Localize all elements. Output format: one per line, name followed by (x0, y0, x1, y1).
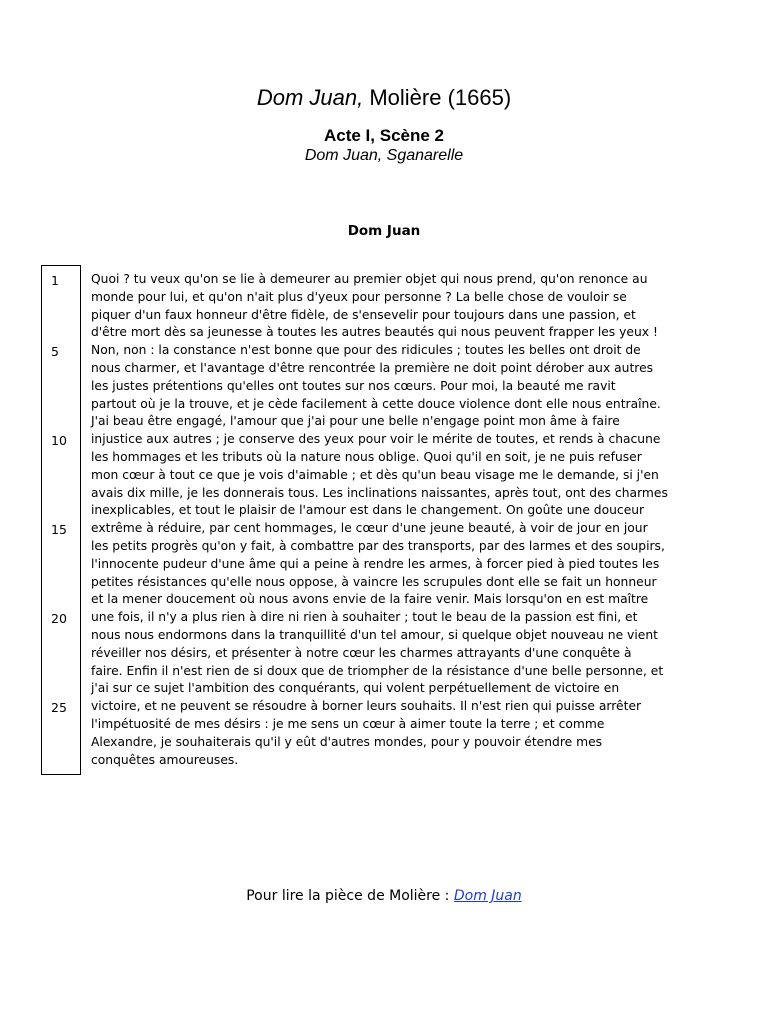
text-line: monde pour lui, et qu'on n'ait plus d'yeux pour personne ? La belle chose de vouloir se (91, 289, 627, 304)
line-number-25: 25 (51, 700, 67, 715)
dom-juan-link[interactable]: Dom Juan (453, 888, 522, 904)
document-title (0, 84, 768, 112)
text-line: petites résistances qu'elle nous oppose, à vaincre les scrupules dont elle se fait un honneur (91, 574, 657, 589)
line-number-column (41, 265, 81, 775)
text-line: les hommages et les tributs où la nature nous oblige. Quoi qu'il en soit, je ne puis refuser (91, 449, 642, 464)
text-line: piquer d'un faux honneur d'être fidèle, de s'ensevelir pour toujours dans une passion, et (91, 307, 636, 322)
text-line: une fois, il n'y a plus rien à dire ni rien à souhaiter ; tout le beau de la passion est fini, et (91, 610, 638, 625)
text-line: avais dix mille, je les donnerais tous. Les inclinations naissantes, après tout, ont des charmes (91, 485, 668, 500)
act-scene-heading: Acte I, Scène 2 (323, 126, 444, 145)
text-line: inexplicables, et tout le plaisir de l'amour est dans le changement. On goûte une douceur (91, 503, 645, 518)
footer-read-more (0, 886, 768, 906)
text-line: les petits progrès qu'on y fait, à combattre par des transports, par des larmes et des soupirs, (91, 538, 665, 553)
text-line: Non, non : la constance n'est bonne que pour des ridicules ; toutes les belles ont droit de (91, 343, 641, 358)
line-number-10: 10 (51, 433, 67, 448)
line-number-1: 1 (51, 273, 59, 288)
text-line: faire. Enfin il n'est rien de si doux que de triompher de la résistance d'une belle personne, et (91, 663, 664, 678)
text-line: nous nous endormons dans la tranquillité d'un tel amour, si quelque objet nouveau ne vient (91, 627, 658, 642)
text-line: les justes prétentions qu'elles ont toutes sur nos cœurs. Pour moi, la beauté me ravit (91, 378, 616, 393)
text-line: conquêtes amoureuses. (91, 752, 239, 767)
line-number-5: 5 (51, 344, 59, 359)
text-line: l'impétuosité de mes désirs : je me sens un cœur à aimer toute la terre ; et comme (91, 716, 605, 731)
text-line: d'être mort dès sa jeunesse à toutes les autres beautés qui nous peuvent frapper les yeux ! (91, 325, 658, 340)
line-number-15: 15 (51, 522, 67, 537)
text-line: j'ai sur ce sujet l'ambition des conquérants, qui volent perpétuellement de victoire en (91, 681, 620, 696)
line-number-20: 20 (51, 611, 67, 626)
text-line: Quoi ? tu veux qu'on se lie à demeurer au premier objet qui nous prend, qu'on renonce au (91, 272, 648, 286)
characters-subtitle: Dom Juan, Sganarelle (304, 147, 464, 164)
text-line: réveiller nos désirs, et présenter à notre cœur les charmes attrayants d'une conquête à (91, 645, 632, 660)
text-line: Alexandre, je souhaiterais qu'il y eût d'autres mondes, pour y pouvoir étendre mes (91, 734, 603, 749)
author-year: Molière (1665) (363, 85, 512, 110)
text-line: partout où je la trouve, et je cède facilement à cette douce violence dont elle nous entraîne. (91, 396, 661, 411)
text-line: J'ai beau être engagé, l'amour que j'ai pour une belle n'engage point mon âme à faire (91, 414, 620, 429)
text-line: l'innocente pudeur d'une âme qui a peine à rendre les armes, à forcer pied à pied toutes les (91, 556, 660, 571)
text-line: extrême à réduire, par cent hommages, le cœur d'une jeune beauté, à voir de jour en jour (91, 521, 648, 536)
speaker-name: Dom Juan (347, 223, 421, 239)
monologue-text (91, 271, 691, 769)
footer-prefix: Pour lire la pièce de Molière : (246, 888, 454, 904)
text-line: injustice aux autres ; je conserve des yeux pour voir le mérite de toutes, et rends à chacune (91, 432, 661, 447)
text-line: et la mener doucement où nous avons envie de la faire venir. Mais lorsqu'on en est maître (91, 592, 649, 607)
text-line: nous charmer, et l'avantage d'être rencontrée la première ne doit point dérober aux autres (91, 360, 654, 375)
text-line: victoire, et ne peuvent se résoudre à borner leurs souhaits. Il n'est rien qui puisse arrêter (91, 699, 642, 714)
work-title: Dom Juan, (256, 85, 364, 110)
text-line: mon cœur à tout ce que je vois d'aimable ; et dès qu'un beau visage me le demande, si j'en (91, 467, 659, 482)
